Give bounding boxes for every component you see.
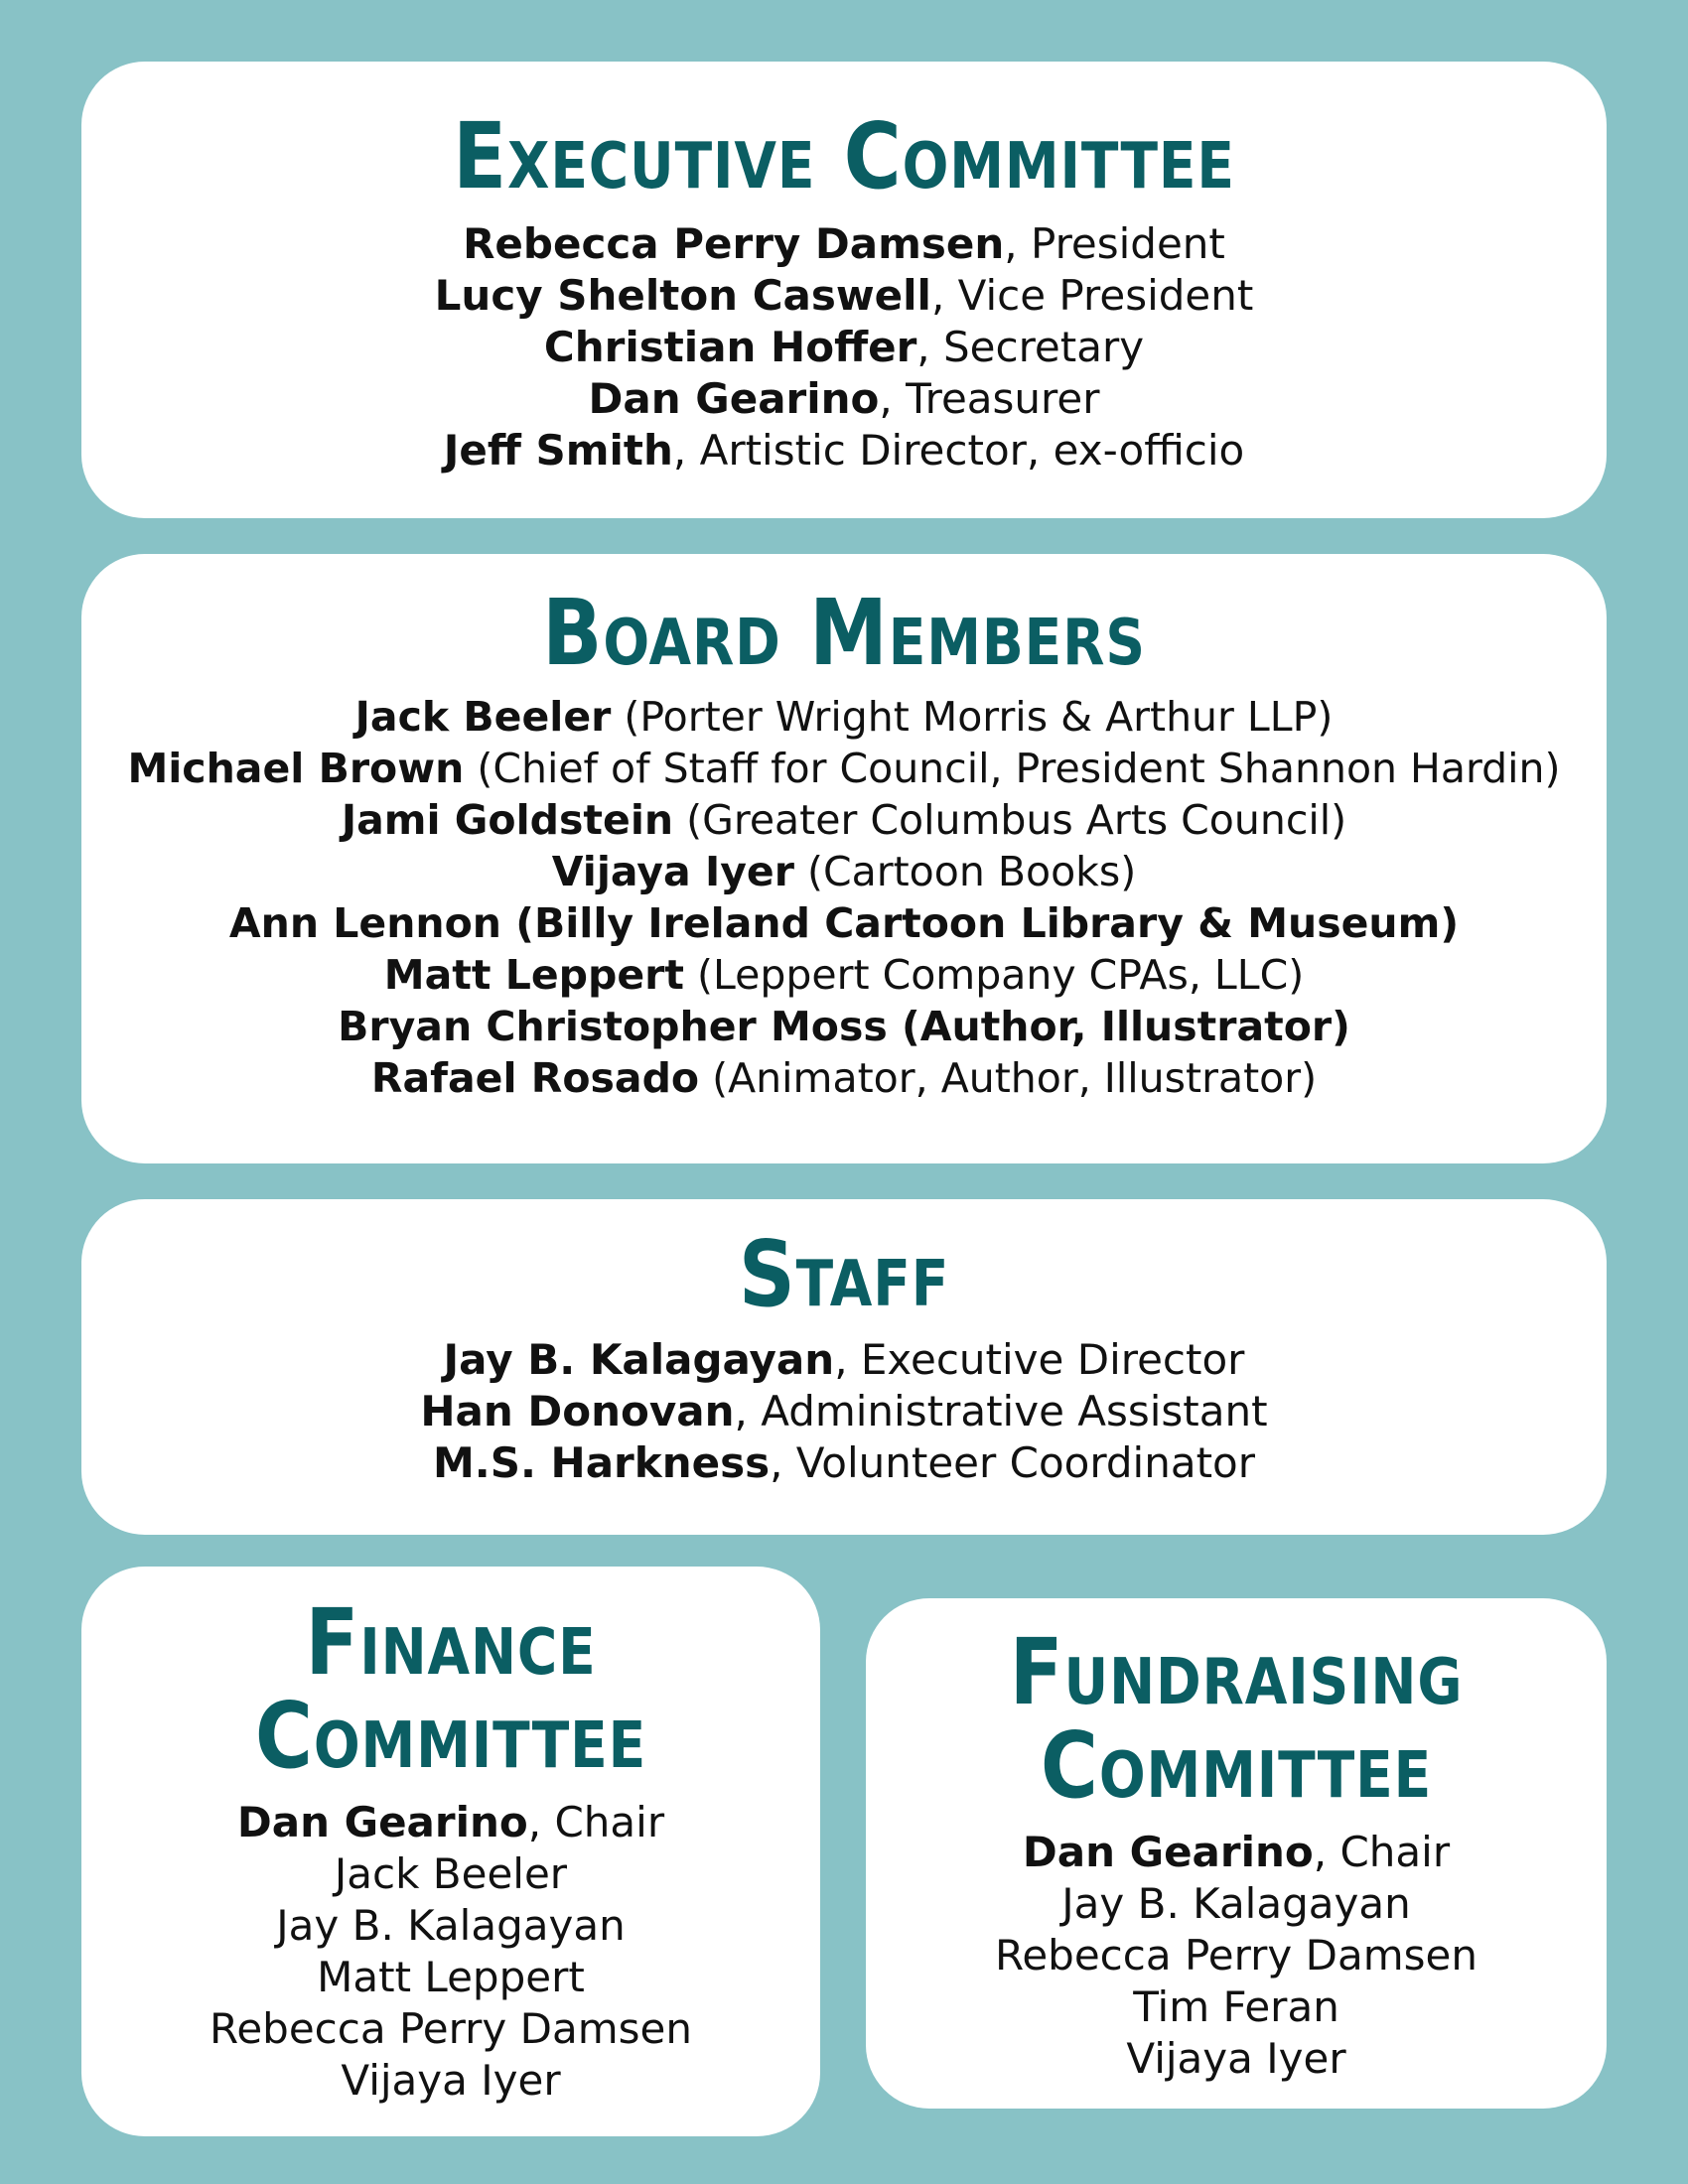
fundraising-committee-card [866,1598,1607,2109]
staff-list [81,1334,1607,1489]
board-members-heading: Board Members [542,580,1146,686]
list-item [81,322,1607,373]
list-item: Jack Beeler [334,1849,568,1898]
member-role: , Administrative Assistant [734,1387,1268,1435]
finance-committee-list [81,1797,820,2107]
list-item [81,949,1607,1001]
executive-committee-heading: Executive Committee [453,103,1235,209]
member-name: Jack Beeler [354,693,612,741]
list-item [81,425,1607,477]
member-name: Rafael Rosado [370,1054,700,1102]
member-role: , Secretary [916,323,1145,371]
list-item: Vijaya Iyer [341,2056,561,2105]
list-item [81,1001,1607,1052]
list-item [81,743,1607,794]
list-item: Jay B. Kalagayan [276,1901,626,1950]
finance-committee-card [81,1567,820,2136]
member-name: Vijaya Iyer [551,848,794,895]
chair-role: , Chair [527,1798,665,1846]
board-members-list [81,691,1607,1104]
member-role: , Volunteer Coordinator [770,1438,1255,1487]
member-role: , Vice President [930,271,1254,320]
member-name: Han Donovan [420,1387,735,1435]
list-item: Vijaya Iyer [1126,2034,1346,2083]
member-name: Jay B. Kalagayan [443,1335,835,1384]
member-affiliation: (Porter Wright Morris & Arthur LLP) [611,693,1334,741]
member-name: Matt Leppert [383,951,684,999]
member-role: , Treasurer [879,374,1100,423]
finance-committee-heading [133,1589,769,1789]
list-item [81,373,1607,425]
member-name: M.S. Harkness [432,1438,771,1487]
fundraising-committee-heading [917,1619,1555,1819]
heading-line: Finance [305,1589,597,1696]
heading-line: Committee [1040,1712,1433,1819]
list-item [81,270,1607,322]
member-name: Jami Goldstein [341,796,674,844]
list-item [81,218,1607,270]
staff-heading: Staff [738,1221,950,1327]
list-item: Tim Feran [1133,1982,1339,2031]
list-item: Matt Leppert [317,1953,585,2001]
member-affiliation: (Animator, Author, Illustrator) [699,1054,1318,1102]
member-role: , Executive Director [834,1335,1245,1384]
list-item [81,1386,1607,1437]
list-item [81,846,1607,897]
member-name: Dan Gearino [588,374,880,423]
member-name: Jeff Smith [443,426,673,475]
member-role: , Artistic Director, ex-officio [672,426,1245,475]
member-name: Michael Brown [127,745,465,792]
list-item [81,1052,1607,1104]
chair-name: Dan Gearino [236,1798,528,1846]
chair-role: , Chair [1313,1828,1451,1876]
list-item: Rebecca Perry Damsen [210,2004,692,2053]
list-item [81,897,1607,949]
member-affiliation: (Cartoon Books) [793,848,1137,895]
heading-line: Committee [254,1683,647,1789]
member-name: Christian Hoffer [543,323,917,371]
list-item: Jay B. Kalagayan [1061,1879,1411,1928]
board-members-card [81,554,1607,1163]
member-name: Bryan Christopher Moss (Author, Illustrator) [338,1003,1350,1050]
staff-card [81,1199,1607,1535]
list-item [81,1334,1607,1386]
list-item [81,1437,1607,1489]
member-name: Rebecca Perry Damsen [463,219,1005,268]
chair-item [81,1797,820,1848]
fundraising-committee-list [866,1827,1607,2085]
member-affiliation: (Greater Columbus Arts Council) [673,796,1347,844]
member-affiliation: (Chief of Staff for Council, President Shannon Hardin) [464,745,1561,792]
chair-item [866,1827,1607,1878]
list-item [81,691,1607,743]
executive-committee-list [81,218,1607,477]
list-item: Rebecca Perry Damsen [995,1931,1477,1979]
member-name: Ann Lennon (Billy Ireland Cartoon Library & Museum) [228,899,1460,947]
member-role: , President [1004,219,1225,268]
chair-name: Dan Gearino [1022,1828,1314,1876]
member-name: Lucy Shelton Caswell [434,271,931,320]
member-affiliation: (Leppert Company CPAs, LLC) [683,951,1305,999]
heading-line: Fundraising [1009,1619,1464,1725]
executive-committee-card [81,62,1607,518]
list-item [81,794,1607,846]
